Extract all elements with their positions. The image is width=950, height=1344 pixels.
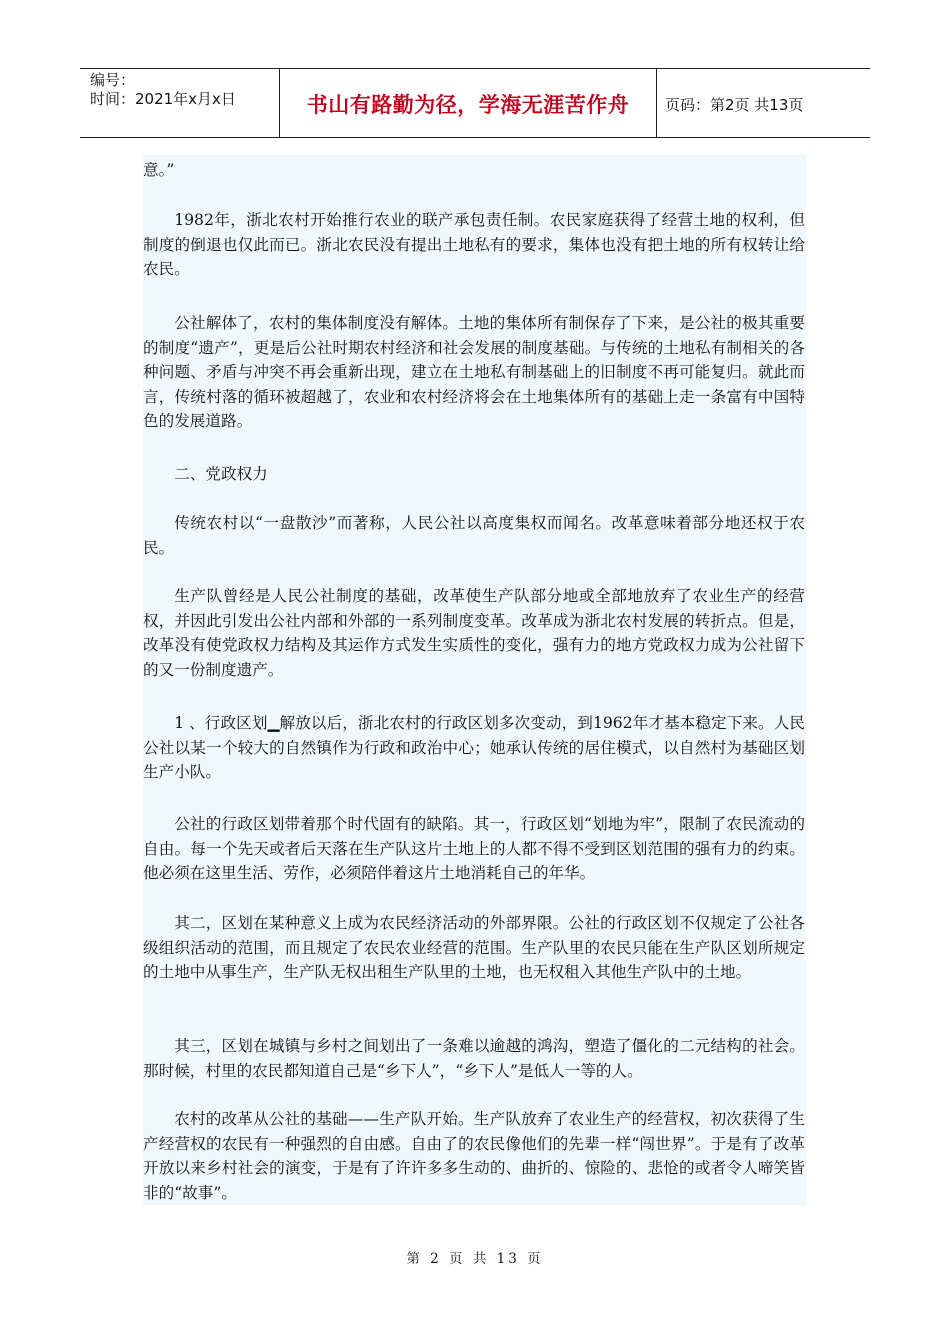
paragraph: 生产队曾经是人民公社制度的基础，改革使生产队部分地或全部地放弃了农业生产的经营权，并因此引发出公社内部和外部的一系列制度变革。改革成为浙北农村发展的转折点。但是，改革没有使党政权力结构及其运作方式发生实质性的变化，强有力的地方党政权力成为公社留下的又一份制度遗产。 xyxy=(143,587,805,679)
paragraph: 1 、行政区划▁解放以后，浙北农村的行政区划多次变动，到1962年才基本稳定下来。人民公社以某一个较大的自然镇作为行政和政治中心；她承认传统的居住模式，以自然村为基础区划生产小队。 xyxy=(143,714,805,781)
section-heading: 二、党政权力 xyxy=(174,465,268,483)
paragraph: 1982年，浙北农村开始推行农业的联产承包责任制。农民家庭获得了经营土地的权利，但制度的倒退也仅此而已。浙北农民没有提出土地私有的要求，集体也没有把土地的所有权转让给农民。 xyxy=(143,211,805,278)
page-footer: 第 2 页 共 13 页 xyxy=(406,1251,544,1267)
header-page-number: 页码：第2页 共13页 xyxy=(665,95,804,114)
document-time-label: 时间：2021年x月x日 xyxy=(90,90,236,108)
paragraph: 农村的改革从公社的基础——生产队开始。生产队放弃了农业生产的经营权，初次获得了生产经营权的农民有一种强烈的自由感。自由了的农民像他们的先辈一样“闯世界”。于是有了改革开放以来乡村社会的演变，于是有了许许多多生动的、曲折的、惊险的、悲怆的或者令人啼笑皆非的“故事”。 xyxy=(143,1110,805,1202)
paragraph: 其二，区划在某种意义上成为农民经济活动的外部界限。公社的行政区划不仅规定了公社各级组织活动的范围，而且规定了农民农业经营的范围。生产队里的农民只能在生产队区划所规定的土地中从事生产，生产队无权出租生产队里的土地，也无权租入其他生产队中的土地。 xyxy=(143,914,805,981)
header-info xyxy=(80,69,280,137)
paragraph-continuation: 意。” xyxy=(143,161,175,179)
paragraph: 其三，区划在城镇与乡村之间划出了一条难以逾越的鸿沟，塑造了僵化的二元结构的社会。那时候，村里的农民都知道自己是“乡下人”，“乡下人”是低人一等的人。 xyxy=(143,1037,805,1080)
page-header xyxy=(80,68,870,138)
document-number-label: 编号： xyxy=(90,71,136,89)
header-motto: 书山有路勤为径，学海无涯苦作舟 xyxy=(280,69,657,137)
paragraph: 公社解体了，农村的集体制度没有解体。土地的集体所有制保存了下来，是公社的极其重要的制度“遗产”，更是后公社时期农村经济和社会发展的制度基础。与传统的土地私有制相关的各种问题、矛盾与冲突不再会重新出现，建立在土地私有制基础上的旧制度不再可能复归。就此而言，传统村落的循环被超越了，农业和农村经济将会在土地集体所有的基础上走一条富有中国特色的发展道路。 xyxy=(143,314,805,430)
paragraph: 公社的行政区划带着那个时代固有的缺陷。其一，行政区划“划地为牢”，限制了农民流动的自由。每一个先天或者后天落在生产队这片土地上的人都不得不受到区划范围的强有力的约束。他必须在这里生活、劳作，必须陪伴着这片土地消耗自己的年华。 xyxy=(143,815,805,882)
paragraph: 传统农村以“一盘散沙”而著称，人民公社以高度集权而闻名。改革意味着部分地还权于农民。 xyxy=(143,514,805,557)
